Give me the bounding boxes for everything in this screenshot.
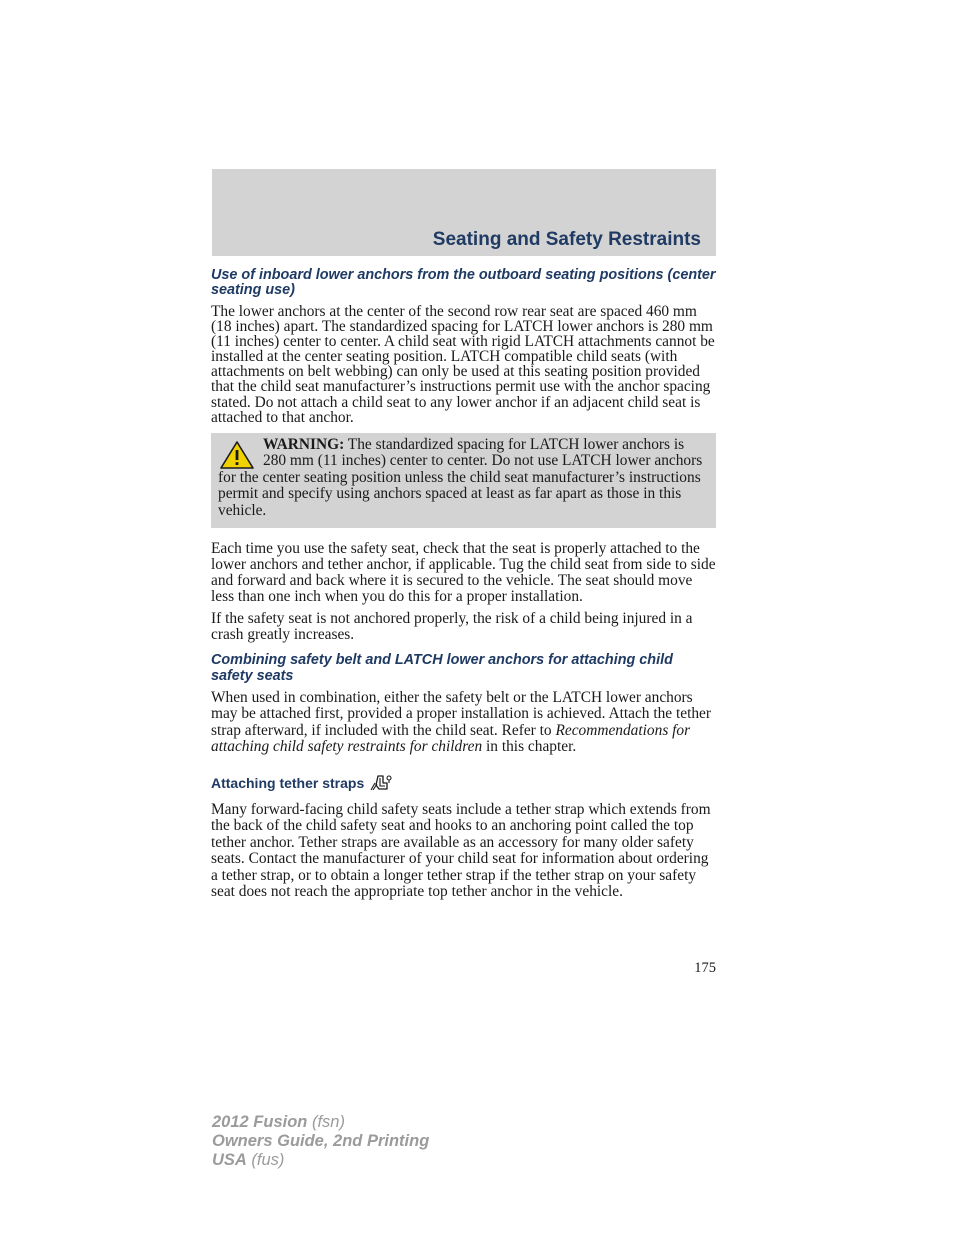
section-header-band	[212, 169, 716, 256]
combining-latch-heading: Combining safety belt and LATCH lower anchors for attaching child safety seats	[211, 651, 673, 685]
footer	[212, 1113, 429, 1170]
combining-latch-body	[211, 690, 716, 756]
warning-triangle-icon	[219, 440, 255, 470]
warning-box	[211, 433, 716, 529]
page-number: 175	[694, 960, 716, 976]
footer-line-1	[212, 1113, 429, 1132]
footer-line-3	[212, 1151, 429, 1170]
inboard-anchors-heading: Use of inboard lower anchors from the outboard seating positions (center seating use)	[211, 267, 716, 298]
combining-latch-text-end: in this chapter.	[482, 738, 577, 756]
section-title: Seating and Safety Restraints	[432, 229, 701, 250]
footer-market-code: (fus)	[246, 1151, 285, 1169]
tether-straps-body: Many forward-facing child safety seats include a tether strap which extends from the back of the child safety seat and hooks to an anchoring point called the top tether anchor. Tether straps are available as an accessory for many older safety seats. Contact the manufacturer of your child seat for information about ordering a tether strap, or to obtain a longer tether strap if the tether strap on your safety seat does not reach the appropriate top tether anchor in the vehicle.	[211, 800, 711, 901]
tether-straps-heading-text: Attaching tether straps	[211, 774, 365, 791]
footer-market: USA	[212, 1151, 247, 1169]
combining-latch-text: When used in combination, either the safety belt or the LATCH lower anchors may be attached first, provided a proper installation is achieved. Attach the tether strap afterward, if included with the child seat. Refer to	[211, 688, 712, 739]
tether-straps-heading	[211, 773, 716, 793]
warning-text: The standardized spacing for LATCH lower anchors is 280 mm (11 inches) center to center. Do not use LATCH lower anchors for the center seating position unless the child seat manufacturer’s instructions permit and specify using anchors spaced at least as far apart as those in this vehicle.	[218, 435, 703, 519]
footer-model-code: (fsn)	[307, 1113, 345, 1131]
footer-guide: Owners Guide, 2nd Printing	[212, 1132, 430, 1150]
page-content	[211, 268, 716, 901]
safety-seat-check-paragraph: Each time you use the safety seat, check that the seat is properly attached to the lower anchors and tether anchor, if applicable. Tug the child seat from side to side and forward and back where it is secured to the vehicle. The seat should move less than one inch when you do this for a proper installation.	[211, 540, 716, 605]
inboard-anchors-body: The lower anchors at the center of the second row rear seat are spaced 460 mm (18 inches) apart. The standardized spacing for LATCH lower anchors is 280 mm (11 inches) center to center. A child seat with rigid LATCH attachments cannot be installed at the center seating position. LATCH compatible child seats (with attachments on belt webbing) can only be used at this seating position provided that the child seat manufacturer’s instructions permit use with the anchor spacing stated. Do not attach a child seat to any lower anchor if an adjacent child seat is attached to that anchor.	[211, 303, 715, 426]
tether-anchor-icon	[369, 773, 393, 793]
recommendations-reference: Recommendations for attaching child safety restraints for children	[211, 721, 691, 756]
footer-line-2	[212, 1132, 429, 1151]
warning-label: WARNING:	[263, 435, 345, 453]
footer-model: 2012 Fusion	[212, 1113, 308, 1131]
anchoring-risk-paragraph: If the safety seat is not anchored properly, the risk of a child being injured in a crash greatly increases.	[211, 609, 693, 644]
